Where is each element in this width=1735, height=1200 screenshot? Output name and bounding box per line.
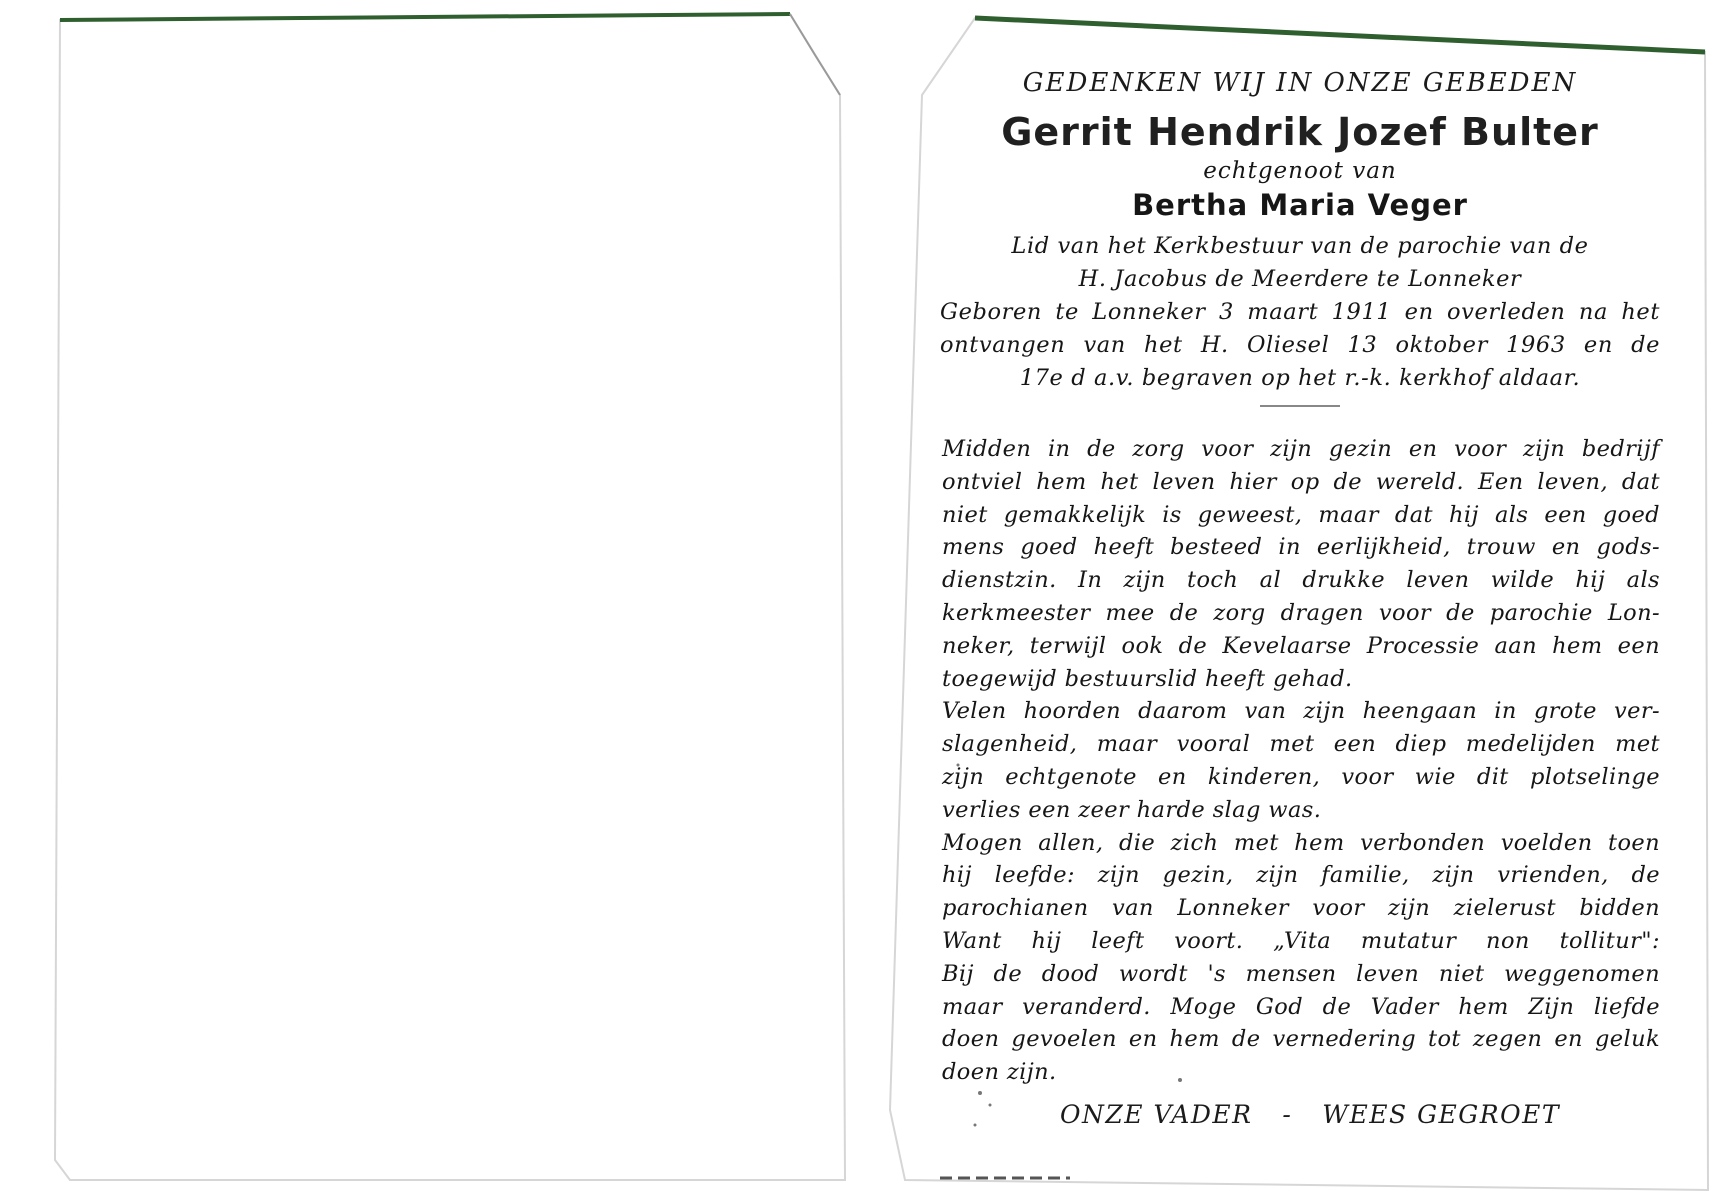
memorial-text xyxy=(940,58,1660,1089)
body-line: ontviel hem het leven hier op de wereld. Een leven, dat xyxy=(942,468,1660,495)
body-line: neker, terwijl ook de Kevelaarse Processie aan hem een xyxy=(942,632,1660,659)
body-line: niet gemakkelijk is geweest, maar dat hij als een goed xyxy=(942,501,1660,528)
intro-line: ontvangen van het H. Oliesel 13 oktober 1963 en de xyxy=(940,332,1660,358)
prayer-footer xyxy=(1060,1100,1560,1129)
prayer-separator: - xyxy=(1282,1100,1293,1129)
spouse-label: echtgenoot van xyxy=(1203,158,1397,184)
body-line: Mogen allen, die zich met hem verbonden voelden toen xyxy=(942,829,1660,856)
deceased-name: Gerrit Hendrik Jozef Bulter xyxy=(1001,110,1599,154)
separator-rule xyxy=(1260,405,1340,407)
body-line: toegewijd bestuurslid heeft gehad. xyxy=(942,665,1353,692)
body-line: slagenheid, maar vooral met een diep medelijden met xyxy=(942,731,1660,758)
prayer-hail-mary: WEES GEGROET xyxy=(1322,1100,1560,1129)
speck xyxy=(978,1091,982,1095)
intro-line: H. Jacobus de Meerdere te Lonneker xyxy=(1078,266,1522,292)
body-line: Want hij leeft voort. „Vita mutatur non tollitur": xyxy=(942,927,1660,954)
body-line: dienstzin. In zijn toch al drukke leven wilde hij als xyxy=(942,567,1660,594)
body-line: doen gevoelen en hem de vernedering tot zegen en geluk xyxy=(942,1026,1660,1053)
body-line: mens goed heeft besteed in eerlijkheid, trouw en gods- xyxy=(942,534,1660,561)
body-line: verlies een zeer harde slag was. xyxy=(942,796,1322,823)
speck xyxy=(989,1104,992,1107)
body-line: Midden in de zorg voor zijn gezin en voor zijn bedrijf xyxy=(942,436,1660,462)
intro-line: Geboren te Lonneker 3 maart 1911 en overleden na het xyxy=(940,299,1660,325)
body-line: Velen hoorden daarom van zijn heengaan in grote ver- xyxy=(942,698,1660,725)
body-line: doen zijn. xyxy=(942,1059,1057,1086)
speck xyxy=(974,1124,977,1127)
prayer-our-father: ONZE VADER xyxy=(1060,1100,1253,1129)
body-line: hij leefde: zijn gezin, zijn familie, zijn vrienden, de xyxy=(942,862,1660,889)
body-line: kerkmeester mee de zorg dragen voor de parochie Lon- xyxy=(942,599,1660,626)
intro-line: 17e d a.v. begraven op het r.-k. kerkhof aldaar. xyxy=(1019,365,1581,391)
intro-line: Lid van het Kerkbestuur van de parochie van de xyxy=(1011,233,1589,259)
intro-paragraph xyxy=(940,230,1660,395)
body-line: parochianen van Lonneker voor zijn zielerust bidden xyxy=(942,895,1660,922)
body-line: maar veranderd. Moge God de Vader hem Zijn liefde xyxy=(942,993,1660,1020)
body-text xyxy=(942,433,1660,1089)
body-line: Bij de dood wordt 's mensen leven niet weggenomen xyxy=(942,960,1660,987)
heading: GEDENKEN WIJ IN ONZE GEBEDEN xyxy=(1022,68,1578,98)
left-blank-panel xyxy=(55,14,845,1180)
spouse-name: Bertha Maria Veger xyxy=(1132,188,1468,222)
body-line: zijn echtgenote en kinderen, voor wie dit plotselinge xyxy=(942,763,1660,790)
